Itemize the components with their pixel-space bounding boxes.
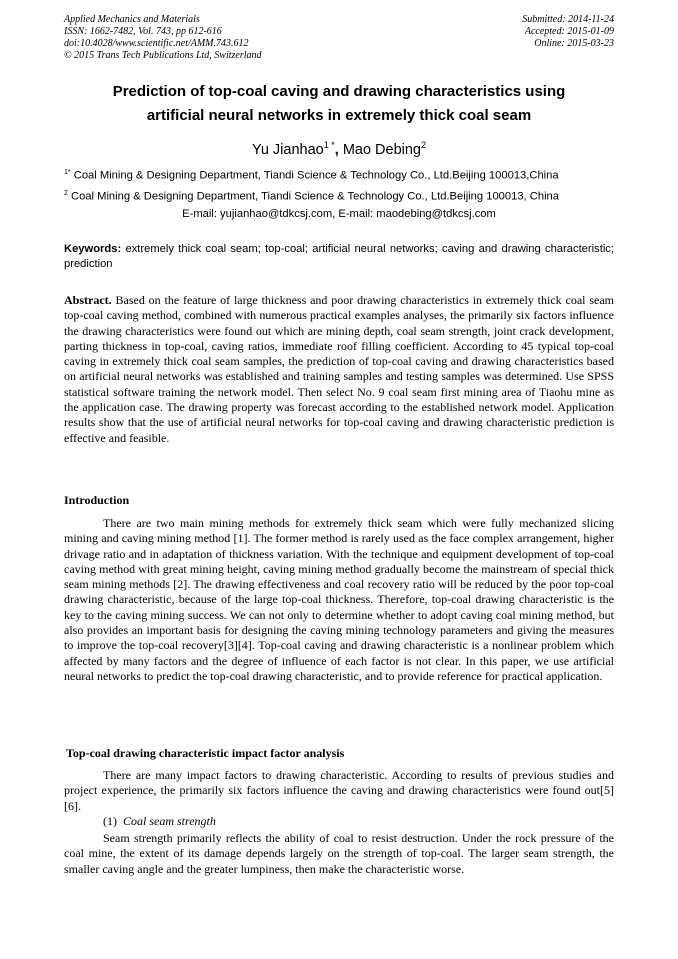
- keywords-text: extremely thick coal seam; top-coal; artificial neural networks; caving and drawing characteristic; prediction: [64, 243, 615, 270]
- subsection-coal-seam-strength: [103, 814, 216, 829]
- affiliation-mark: 1*: [64, 169, 71, 176]
- title-line-2: artificial neural networks in extremely thick coal seam: [146, 107, 532, 124]
- contact-email[interactable]: E-mail: yujianhao@tdkcsj.com, E-mail: maodebing@tdkcsj.com: [182, 208, 496, 220]
- affiliation-text: Coal Mining & Designing Department, Tiandi Science & Technology Co., Ltd.Beijing 100013,China: [73, 169, 559, 182]
- affiliation-text: Coal Mining & Designing Department, Tiandi Science & Technology Co., Ltd.Beijing 100013, China: [71, 190, 559, 203]
- journal-header-left: [64, 14, 262, 62]
- submitted-date: Submitted: 2014-11-24: [522, 14, 614, 25]
- abstract-text: Based on the feature of large thickness and poor drawing characteristics in extremely thick coal seam top-coal caving method, combined with numerous practical examples analyses, the primarily six factors influence the drawing characteristics were found out which are mining depth, coal seam strength, joint crack development, parting thickness in top-coal, caving ratios, immediate roof filling coefficient. According to 45 typical top-coal caving in extremely thick coal seam samples, the prediction of top-coal caving and drawing characteristics based on artificial neural networks was established and training samples and testing samples was determined. Use SPSS statistical software training the network model. Then select No. 9 coal seam first mining area of Tiaohu mine as the application case. The drawing property was forecast according to the established network model. Application results show that the use of artificial neural networks for top-coal caving and drawing characteristic prediction is effective and feasible.: [64, 293, 614, 445]
- affiliation-mark: 2: [64, 190, 68, 197]
- keywords-block: [64, 242, 614, 272]
- impact-factors-paragraph: There are many impact factors to drawing characteristic. According to results of previous studies and project experience, the primarily six factors influence the caving and drawing characteristics were found out[5][6].: [64, 768, 614, 813]
- abstract-block: [64, 293, 614, 446]
- author-name: Yu Jianhao: [251, 141, 324, 158]
- title-line-1: Prediction of top-coal caving and drawing characteristics using: [112, 83, 566, 100]
- doi-line[interactable]: doi:10.4028/www.scientific.net/AMM.743.612: [64, 38, 249, 49]
- coal-seam-strength-paragraph: Seam strength primarily reflects the ability of coal to resist destruction. Under the rock pressure of the coal mine, the extent of its damage depends largely on the strength of top-coal. The larger seam strength, the smaller caving angle and the greater lumpiness, then make the characteristic worse.: [64, 831, 614, 876]
- section-heading-introduction: Introduction: [64, 493, 130, 507]
- section-heading-impact-factors: Top-coal drawing characteristic impact factor analysis: [66, 746, 345, 760]
- online-date: Online: 2015-03-23: [534, 38, 614, 49]
- affiliation: [64, 166, 620, 183]
- abstract-label: Abstract.: [64, 293, 112, 307]
- author-affiliation-mark: 2: [421, 140, 427, 150]
- copyright-line: © 2015 Trans Tech Publications Ltd, Switzerland: [64, 50, 262, 61]
- journal-header-right: [522, 14, 614, 50]
- introduction-paragraph: There are two main mining methods for extremely thick seam which were fully mechanized slicing mining and caving mining method [1]. The former method is rarely used as the face complex arrangement, higher drivage ratio and in adaptation of thickness variation. With the technique and equipment development of top-coal caving method with great mining height, caving mining method gradually become the mainstream of special thick seam mining methods [2]. The drawing effectiveness and coal recovery ratio will be reduced by the poor top-coal drawing characteristic, because of the large top-coal thickness. Therefore, top-coal drawing characteristic is the key to the caving mining success. We can not only to determine whether to adopt caving coal mining method, but also provides an important basis for designing the caving mining technology parameters and giving the measures to improve the top-coal recovery[3][4]. Top-coal caving and drawing characteristic is a nonlinear problem which affected by many factors and the degree of influence of each factor is not clear. In this paper, we use artificial neural networks to predict the top-coal drawing characteristic, and to provide reference for practical application.: [64, 516, 614, 683]
- subsection-title: Coal seam strength: [123, 814, 216, 828]
- author-list: [64, 136, 614, 159]
- accepted-date: Accepted: 2015-01-09: [524, 26, 614, 37]
- issn-line: ISSN: 1662-7482, Vol. 743, pp 612-616: [64, 26, 222, 37]
- journal-name: Applied Mechanics and Materials: [64, 14, 200, 25]
- author-name: Mao Debing: [342, 141, 421, 158]
- subsection-number: (1): [103, 814, 117, 828]
- author-separator: ,: [334, 141, 339, 158]
- affiliation: [64, 187, 620, 204]
- author-affiliation-mark: 1 *: [323, 140, 335, 150]
- keywords-label: Keywords:: [64, 243, 122, 255]
- paper-title: [64, 80, 614, 128]
